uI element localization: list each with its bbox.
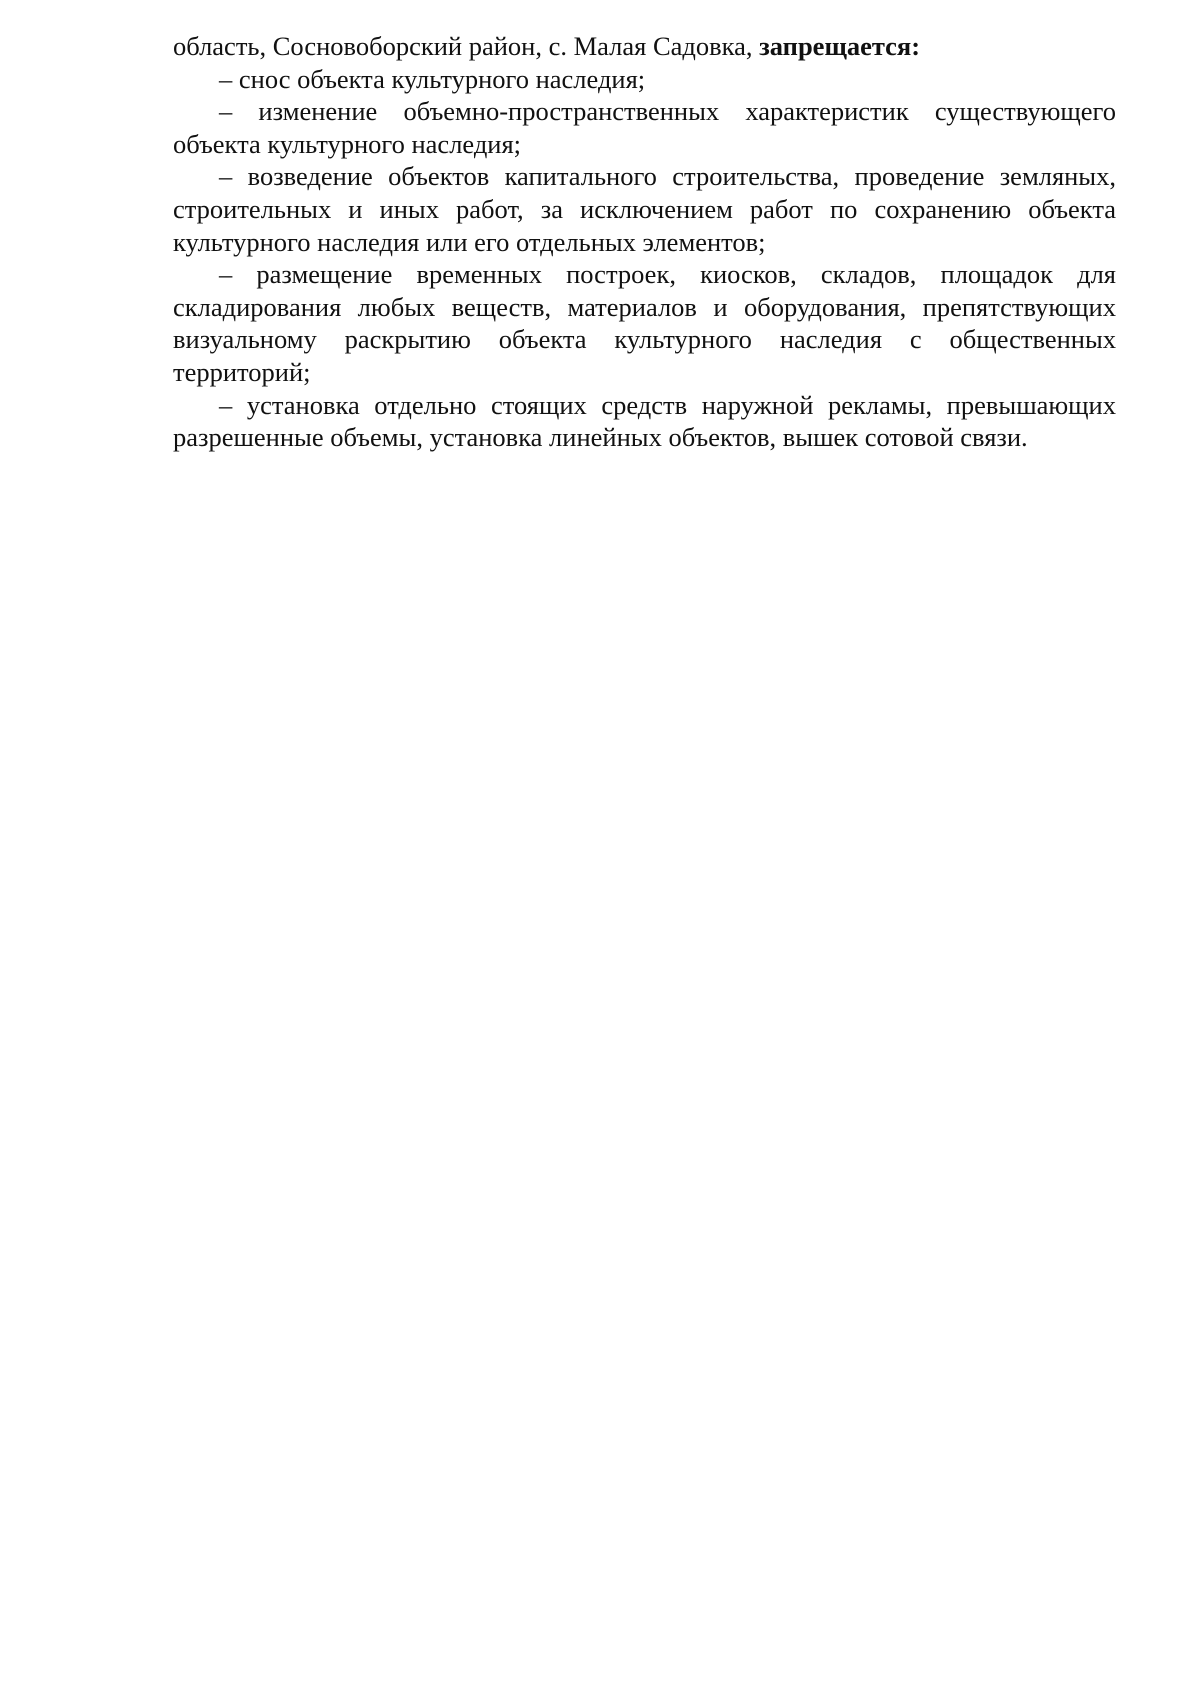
document-body xyxy=(173,30,1116,454)
list-item xyxy=(173,389,1116,454)
list-dash: – xyxy=(219,161,233,192)
list-item-text: возведение объектов капитального строительства, проведение земляных, строительных и иных работ, за исключением работ по сохранению объекта культурного наследия или его отдельных элементов; xyxy=(173,161,1116,257)
list-dash: – xyxy=(219,96,233,127)
list-dash: – xyxy=(219,389,233,420)
intro-paragraph xyxy=(173,30,1116,63)
list-dash: – xyxy=(219,259,233,290)
intro-text: область, Сосновоборский район, с. Малая Садовка, xyxy=(173,31,760,61)
list-item-text: снос объекта культурного наследия; xyxy=(232,63,646,94)
list-item xyxy=(173,258,1116,388)
list-item-text: размещение временных построек, киосков, складов, площадок для складирования любых веществ, материалов и оборудования, препятствующих визуальному раскрытию объекта культурного наследия с общественных территорий; xyxy=(173,259,1116,387)
list-dash: – xyxy=(219,63,233,94)
list-item-text: изменение объемно-пространственных характеристик существующего объекта культурного наследия; xyxy=(173,96,1116,159)
list-item xyxy=(173,95,1116,160)
list-item xyxy=(173,160,1116,258)
list-item-text: установка отдельно стоящих средств наружной рекламы, превышающих разрешенные объемы, установка линейных объектов, вышек сотовой связи. xyxy=(173,389,1116,453)
list-item xyxy=(173,63,1116,96)
intro-emphasis: запрещается: xyxy=(759,31,921,61)
